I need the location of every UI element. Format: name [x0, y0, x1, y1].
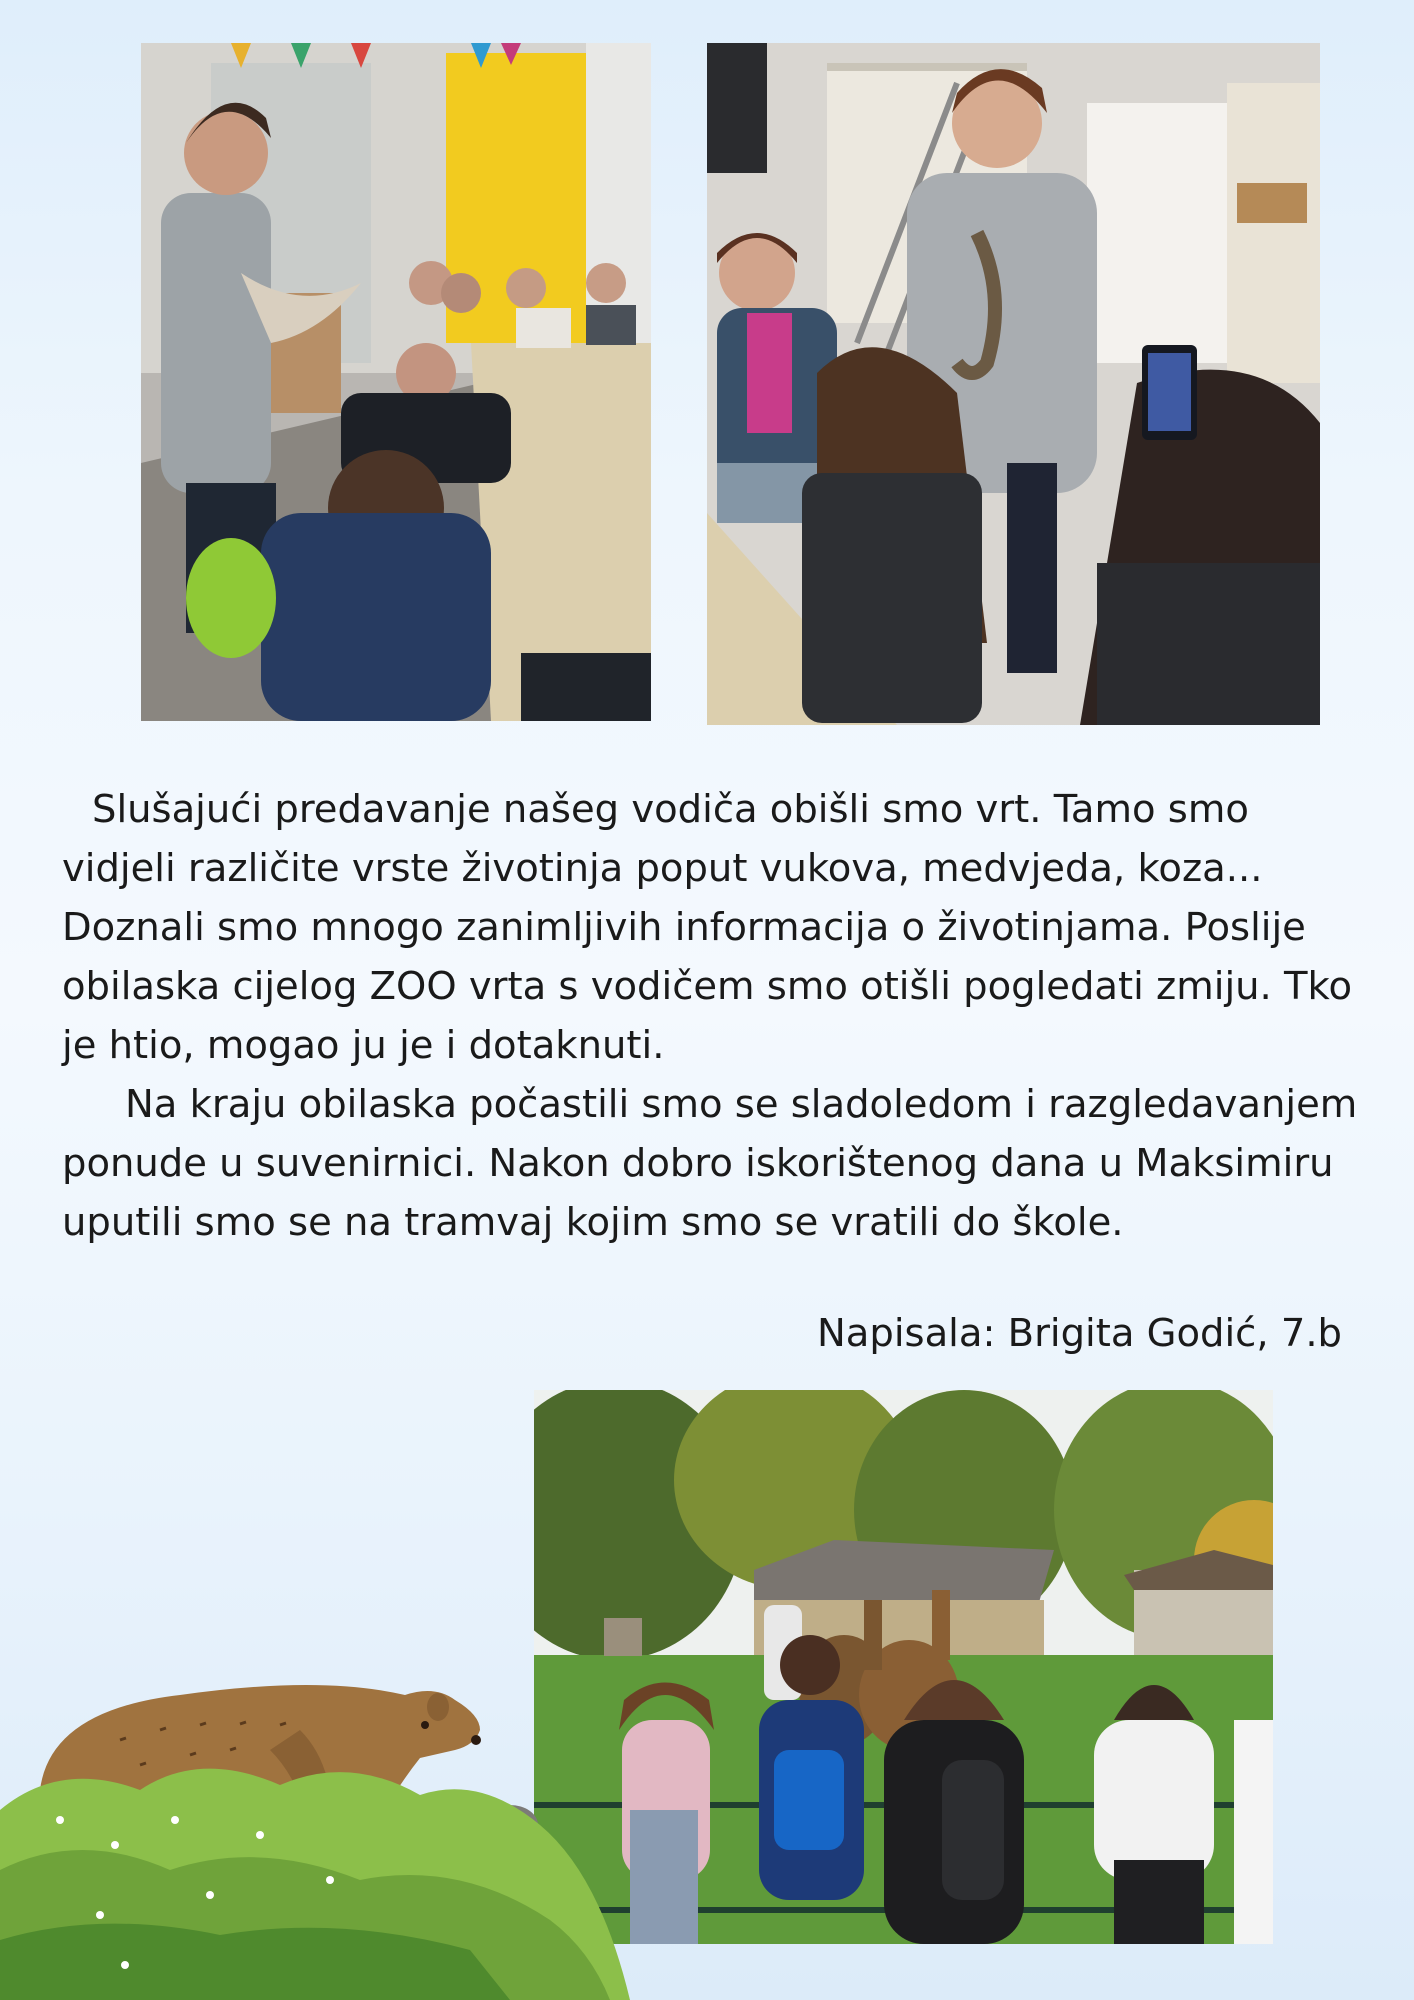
bear-illustration — [0, 1640, 660, 2000]
students-snake-photo — [707, 43, 1320, 725]
author-byline: Napisala: Brigita Godić, 7.b — [816, 1311, 1342, 1356]
classroom-snake-photo — [141, 43, 651, 721]
article-body — [62, 780, 1362, 1252]
paragraph-ending: Na kraju obilaska počastili smo se sladoledom i razgledavanjem ponude u suvenirnici. Nakon dobro iskorištenog dana u Maksimiru uputili smo se na tramvaj kojim smo se vratili do škole. — [62, 1082, 1358, 1245]
paragraph-zoo-tour: Slušajući predavanje našeg vodiča obišli smo vrt. Tamo smo vidjeli različite vrste životinja poput vukova, medvjeda, koza... Doznali smo mnogo zanimljivih informacija o životinjama. Poslije obilaska cijelog ZOO vrta s vodičem smo otišli pogledati zmiju. Tko je htio, mogao ju je i dotaknuti. — [62, 787, 1353, 1068]
